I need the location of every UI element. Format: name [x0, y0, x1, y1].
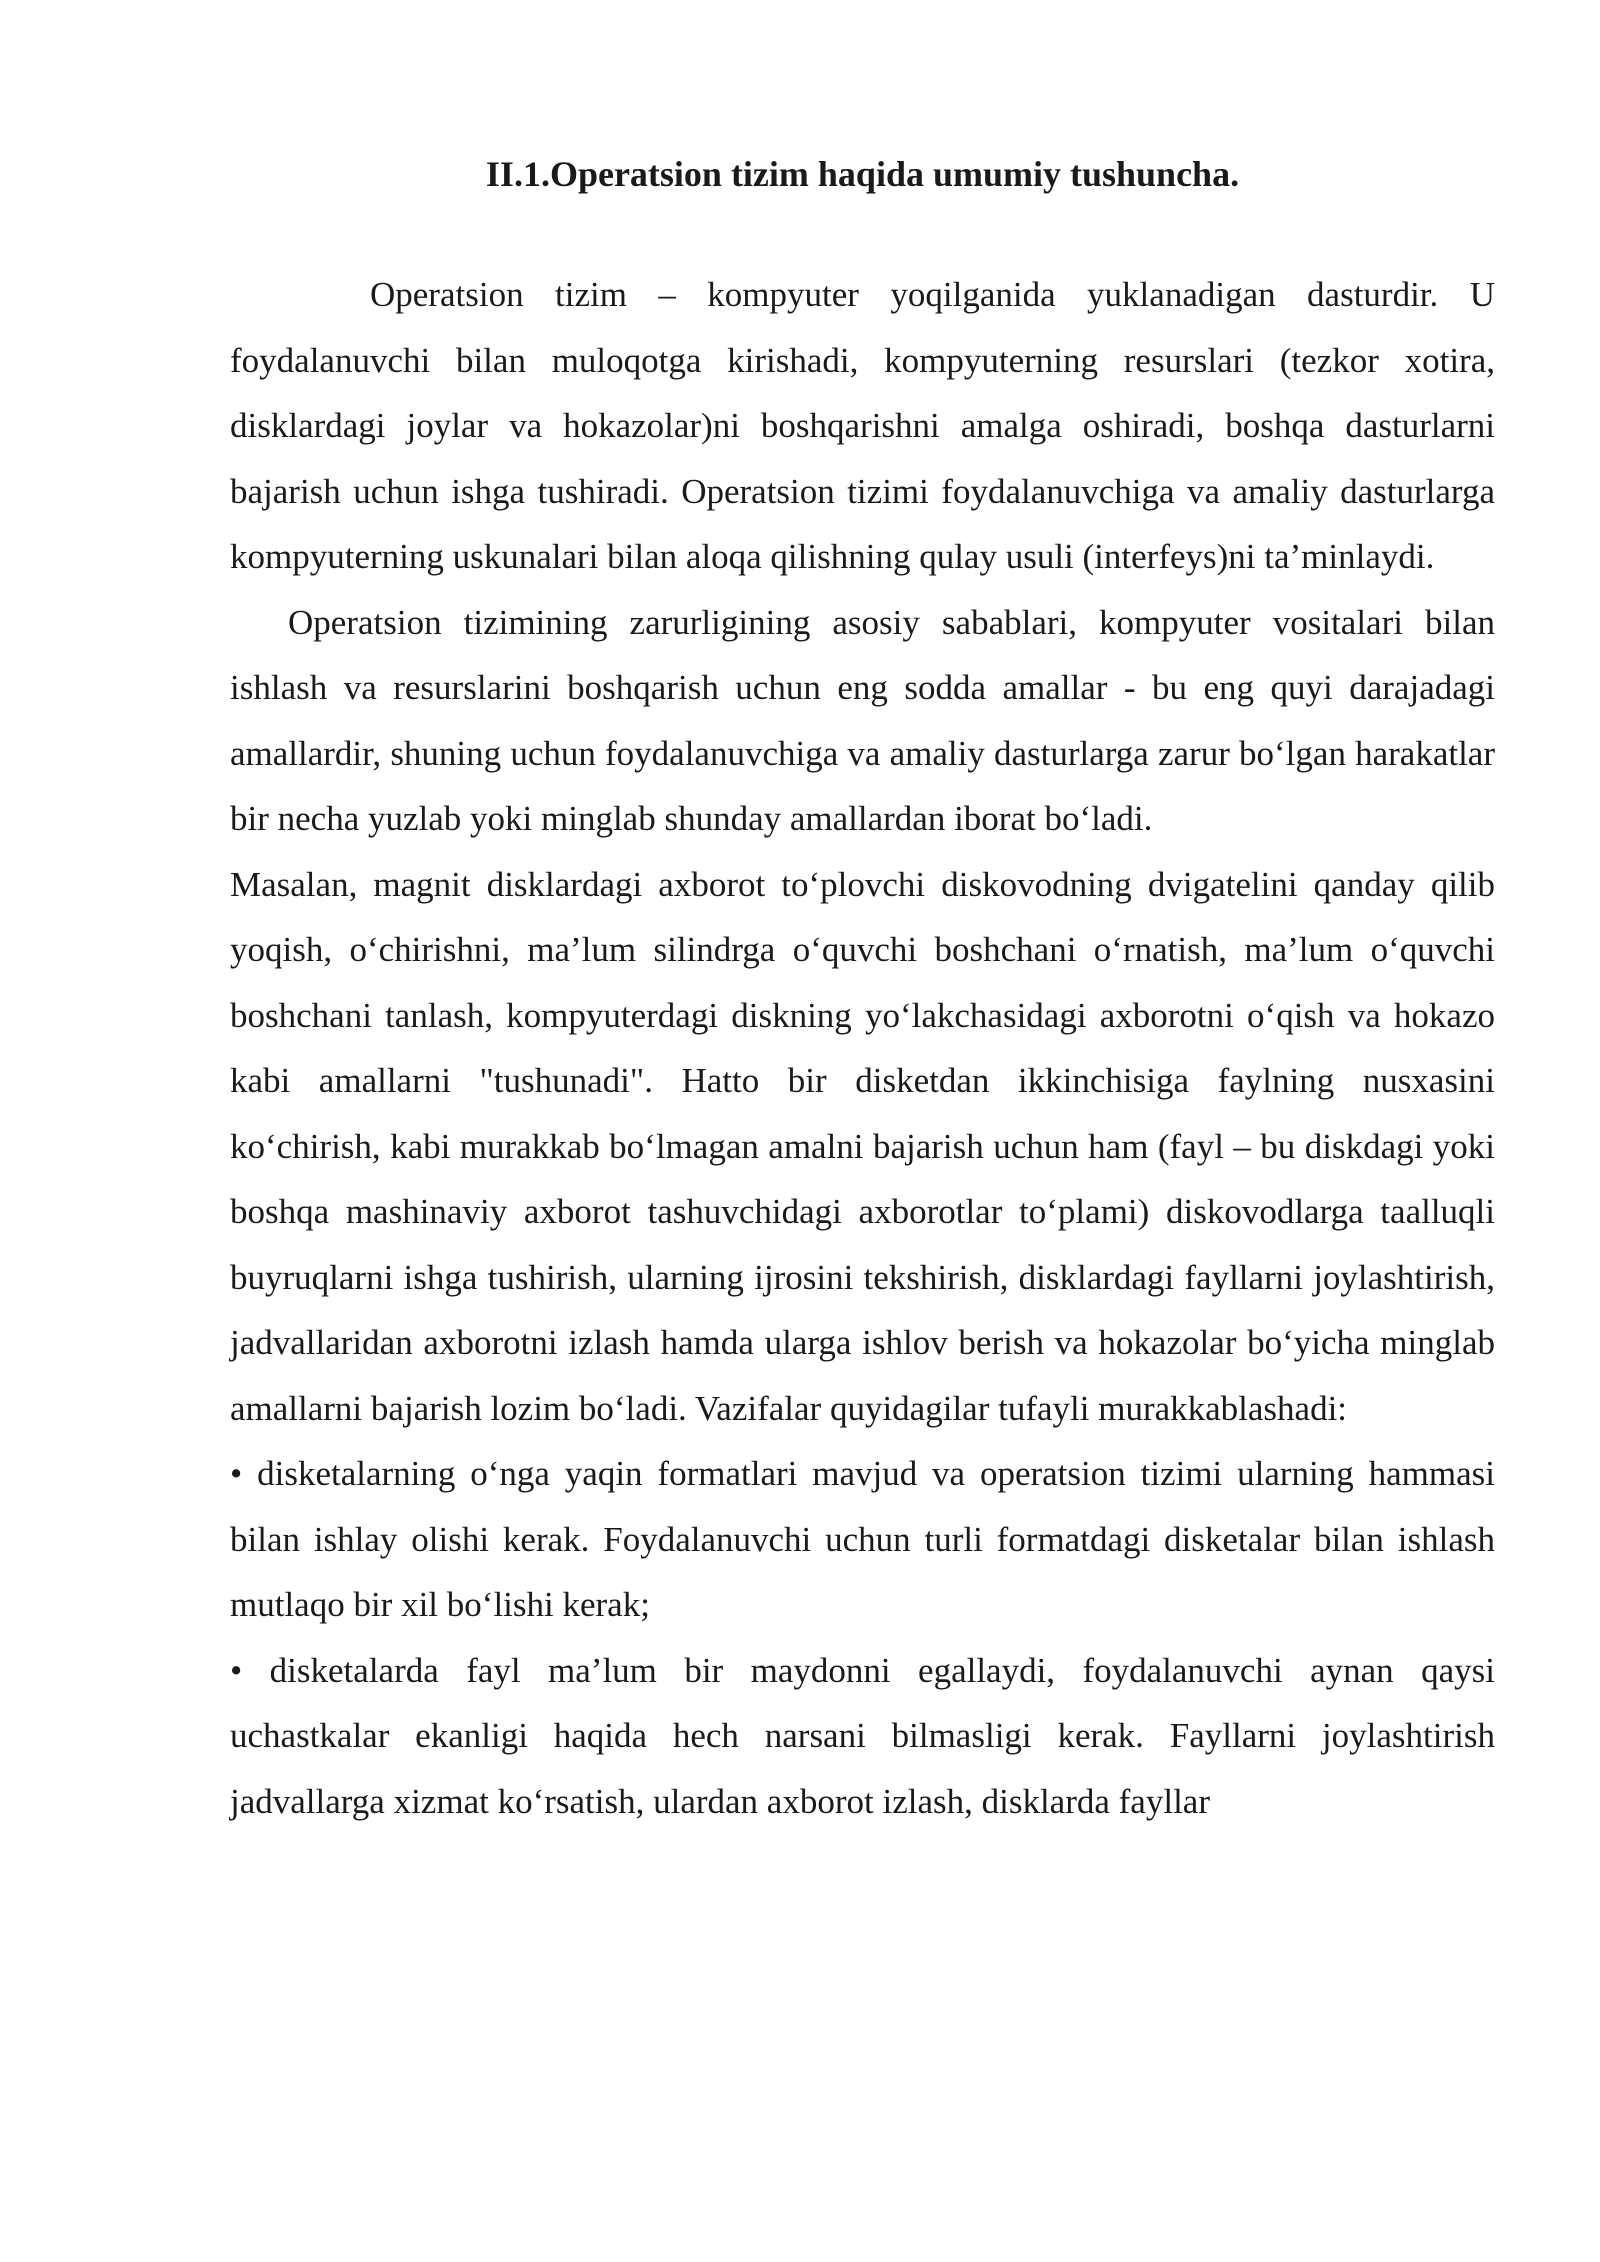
paragraph-definition: Operatsion tizim – kompyuter yoqilganida yuklanadigan dasturdir. U foydalanuvchi bilan muloqotga kirishadi, kompyuterning resurslari (tezkor xotira, disklardagi joylar va hokazolar)ni boshqarishni amalga oshiradi, boshqa dasturlarni bajarish uchun ishga tushiradi. Operatsion tizimi foydalanuvchiga va amaliy dasturlarga kompyuterning uskunalari bilan aloqa qilishning qulay usuli (interfeys)ni ta’minlaydi.: [230, 275, 1495, 576]
section-heading: II.1.Operatsion tizim haqida umumiy tushuncha.: [485, 154, 1240, 194]
document-page: [230, 150, 1495, 1834]
bullet-item-formats: • disketalarning o‘nga yaqin formatlari mavjud va operatsion tizimi ularning hammasi bilan ishlay olishi kerak. Foydalanuvchi uchun turli formatdagi disketalar bilan ishlash mutlaqo bir xil bo‘lishi kerak;: [230, 1454, 1495, 1624]
bullet-item-disk-space: • disketalarda fayl ma’lum bir maydonni egallaydi, foydalanuvchi aynan qaysi uchastkalar ekanligi haqida hech narsani bilmasligi kerak. Fayllarni joylashtirish jadvallarga xizmat ko‘rsatish, ulardan axborot izlash, disklarda fayllar: [230, 1650, 1495, 1821]
paragraph-example: Masalan, magnit disklardagi axborot to‘plovchi diskovodning dvigatelini qanday qilib yoqish, o‘chirishni, ma’lum silindrga o‘quvchi boshchani o‘rnatish, ma’lum o‘quvchi boshchani tanlash, kompyuterdagi diskning yo‘lakchasidagi axborotni o‘qish va hokazo kabi amallarni "tushunadi". Hatto bir disketdan ikkinchisiga faylning nusxasini ko‘chirish, kabi murakkab bo‘lmagan amalni bajarish uchun ham (fayl – bu diskdagi yoki boshqa mashinaviy axborot tashuvchidagi axborotlar to‘plami) diskovodlarga taalluqli buyruqlarni ishga tushirish, ularning ijrosini tekshirish, disklardagi fayllarni joylashtirish, jadvallaridan axborotni izlash hamda ularga ishlov berish va hokazolar bo‘yicha minglab amallarni bajarish lozim bo‘ladi. Vazifalar quyidagilar tufayli murakkablashadi:: [230, 864, 1495, 1428]
paragraph-reasons: Operatsion tizimining zarurligining asosiy sabablari, kompyuter vositalari bilan ishlash va resurslarini boshqarish uchun eng sodda amallar - bu eng quyi darajadagi amallardir, shuning uchun foydalanuvchiga va amaliy dasturlarga zarur bo‘lgan harakatlar bir necha yuzlab yoki minglab shunday amallardan iborat bo‘ladi.: [230, 602, 1495, 838]
